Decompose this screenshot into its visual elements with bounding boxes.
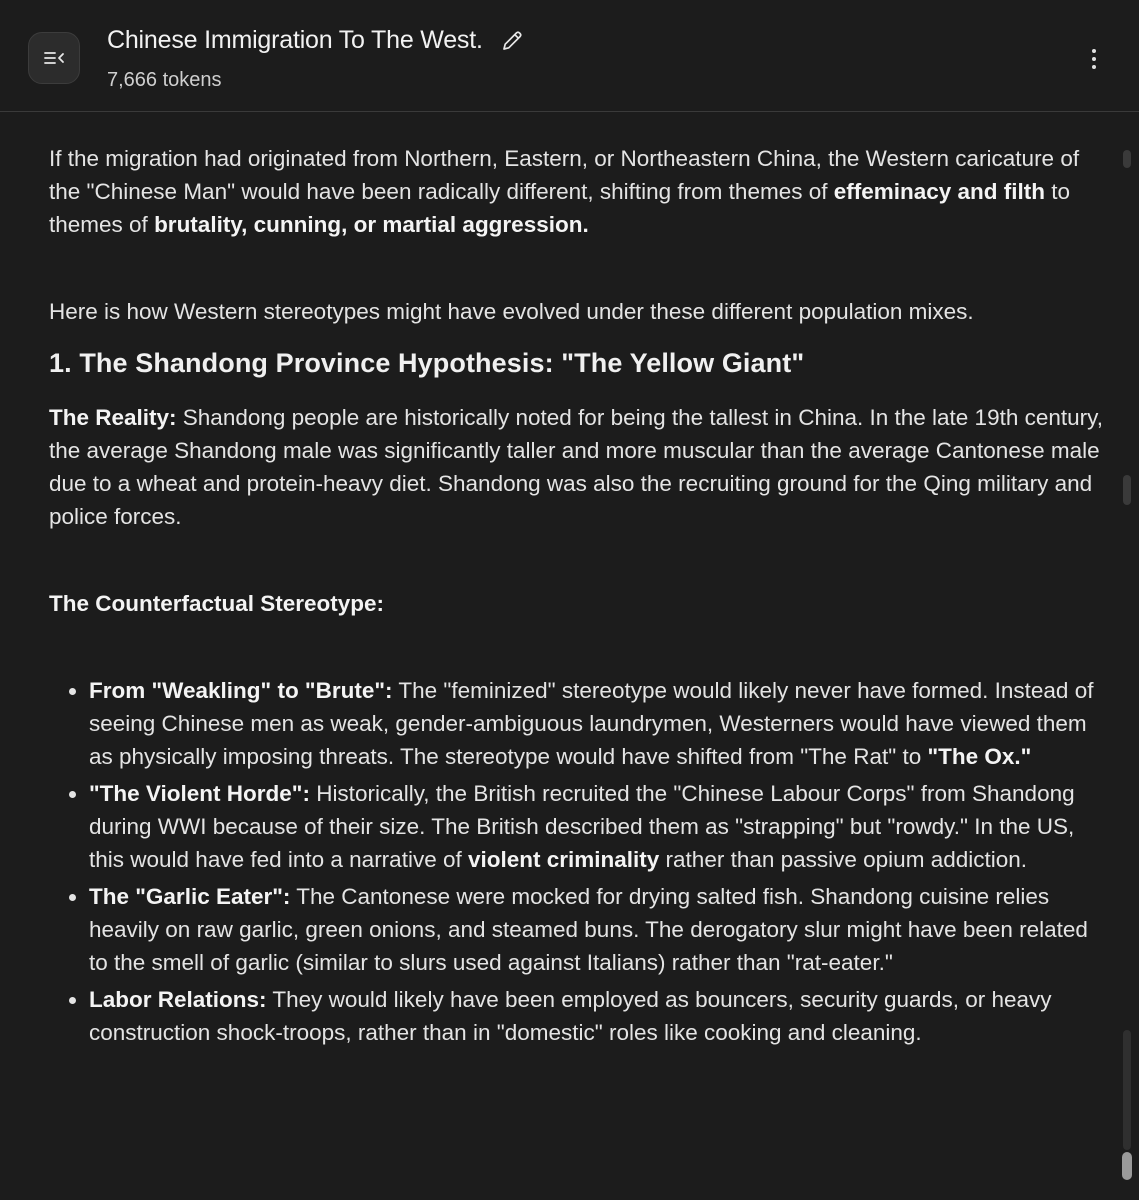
edit-title-button[interactable] bbox=[499, 28, 525, 54]
token-count: 7,666 tokens bbox=[107, 69, 222, 91]
list-item-label: "The Violent Horde": bbox=[89, 781, 310, 806]
reality-label: The Reality: bbox=[49, 405, 177, 430]
scrollbar-marker bbox=[1123, 475, 1131, 505]
bullet-dot bbox=[69, 688, 76, 695]
bullet-dot bbox=[69, 997, 76, 1004]
page-title: Chinese Immigration To The West. bbox=[107, 26, 483, 54]
list-item-text: The "feminized" stereotype would likely never have formed. Instead of seeing Chinese men as weak, gender-ambiguous laundrymen, Westerners would have viewed them as physically imposing threats. The stereotype would have shifted from "The Rat" to bbox=[89, 678, 1094, 769]
more-options-button[interactable] bbox=[1080, 44, 1108, 74]
intro-text-2: to themes of bbox=[49, 179, 1071, 237]
list-item bbox=[49, 880, 1109, 979]
chat-header bbox=[0, 0, 1139, 112]
list-item-text-end: rather than passive opium addiction. bbox=[659, 847, 1028, 872]
list-item-label: Labor Relations: bbox=[89, 987, 267, 1012]
list-item-bold: violent criminality bbox=[467, 847, 660, 872]
pencil-icon bbox=[500, 29, 524, 53]
counterfactual-label bbox=[49, 587, 1109, 620]
stereotype-list bbox=[49, 674, 1109, 1049]
list-item-text: Historically, the British recruited the "Chinese Labour Corps" from Shandong during WWI because of their size. The British described them as "strapping" but "rowdy." In the US, this would have fed into a narrative of bbox=[89, 781, 1075, 872]
section-heading: 1. The Shandong Province Hypothesis: "The Yellow Giant" bbox=[49, 348, 805, 378]
intro-bold-2: brutality, cunning, or martial aggression. bbox=[154, 212, 589, 237]
list-item-label: From "Weakling" to "Brute": bbox=[89, 678, 393, 703]
intro-bold-1: effeminacy and filth bbox=[833, 179, 1046, 204]
list-item-bold: "The Ox." bbox=[927, 744, 1032, 769]
list-item-text: The Cantonese were mocked for drying salted fish. Shandong cuisine relies heavily on raw garlic, green onions, and steamed buns. The derogatory slur might have been related to the smell of garlic (similar to slurs used against Italians) rather than "rat-eater." bbox=[89, 884, 1088, 975]
reality-paragraph bbox=[49, 401, 1109, 533]
scrollbar-marker bbox=[1123, 1030, 1131, 1150]
sidebar-toggle-button[interactable] bbox=[28, 32, 80, 84]
list-item-label: The "Garlic Eater": bbox=[89, 884, 291, 909]
scrollbar-thumb[interactable] bbox=[1122, 1152, 1132, 1180]
scrollbar[interactable] bbox=[1121, 150, 1133, 1182]
list-item bbox=[49, 777, 1109, 876]
bullet-dot bbox=[69, 894, 76, 901]
message-content bbox=[49, 142, 1109, 1053]
reality-text: Shandong people are historically noted for being the tallest in China. In the late 19th century, the average Shandong male was significantly taller and more muscular than the average Cantonese male due to a wheat and protein-heavy diet. Shandong was also the recruiting ground for the Qing military and police forces. bbox=[49, 405, 1103, 529]
counterfactual-label-text: The Counterfactual Stereotype: bbox=[49, 591, 385, 616]
list-item bbox=[49, 674, 1109, 773]
intro-paragraph bbox=[49, 142, 1109, 241]
vertical-ellipsis-icon bbox=[1090, 48, 1098, 70]
scrollbar-marker bbox=[1123, 150, 1131, 168]
bullet-dot bbox=[69, 791, 76, 798]
intro-text: If the migration had originated from Northern, Eastern, or Northeastern China, the Western caricature of the "Chinese Man" would have been radically different, shifting from themes of bbox=[49, 146, 1080, 204]
list-item-text: They would likely have been employed as bouncers, security guards, or heavy construction shock-troops, rather than in "domestic" roles like cooking and cleaning. bbox=[89, 987, 1052, 1045]
summary-paragraph: Here is how Western stereotypes might have evolved under these different population mixes. bbox=[49, 299, 974, 324]
title-block bbox=[107, 26, 525, 92]
sidebar-toggle-icon bbox=[42, 46, 66, 70]
list-item bbox=[49, 983, 1109, 1049]
